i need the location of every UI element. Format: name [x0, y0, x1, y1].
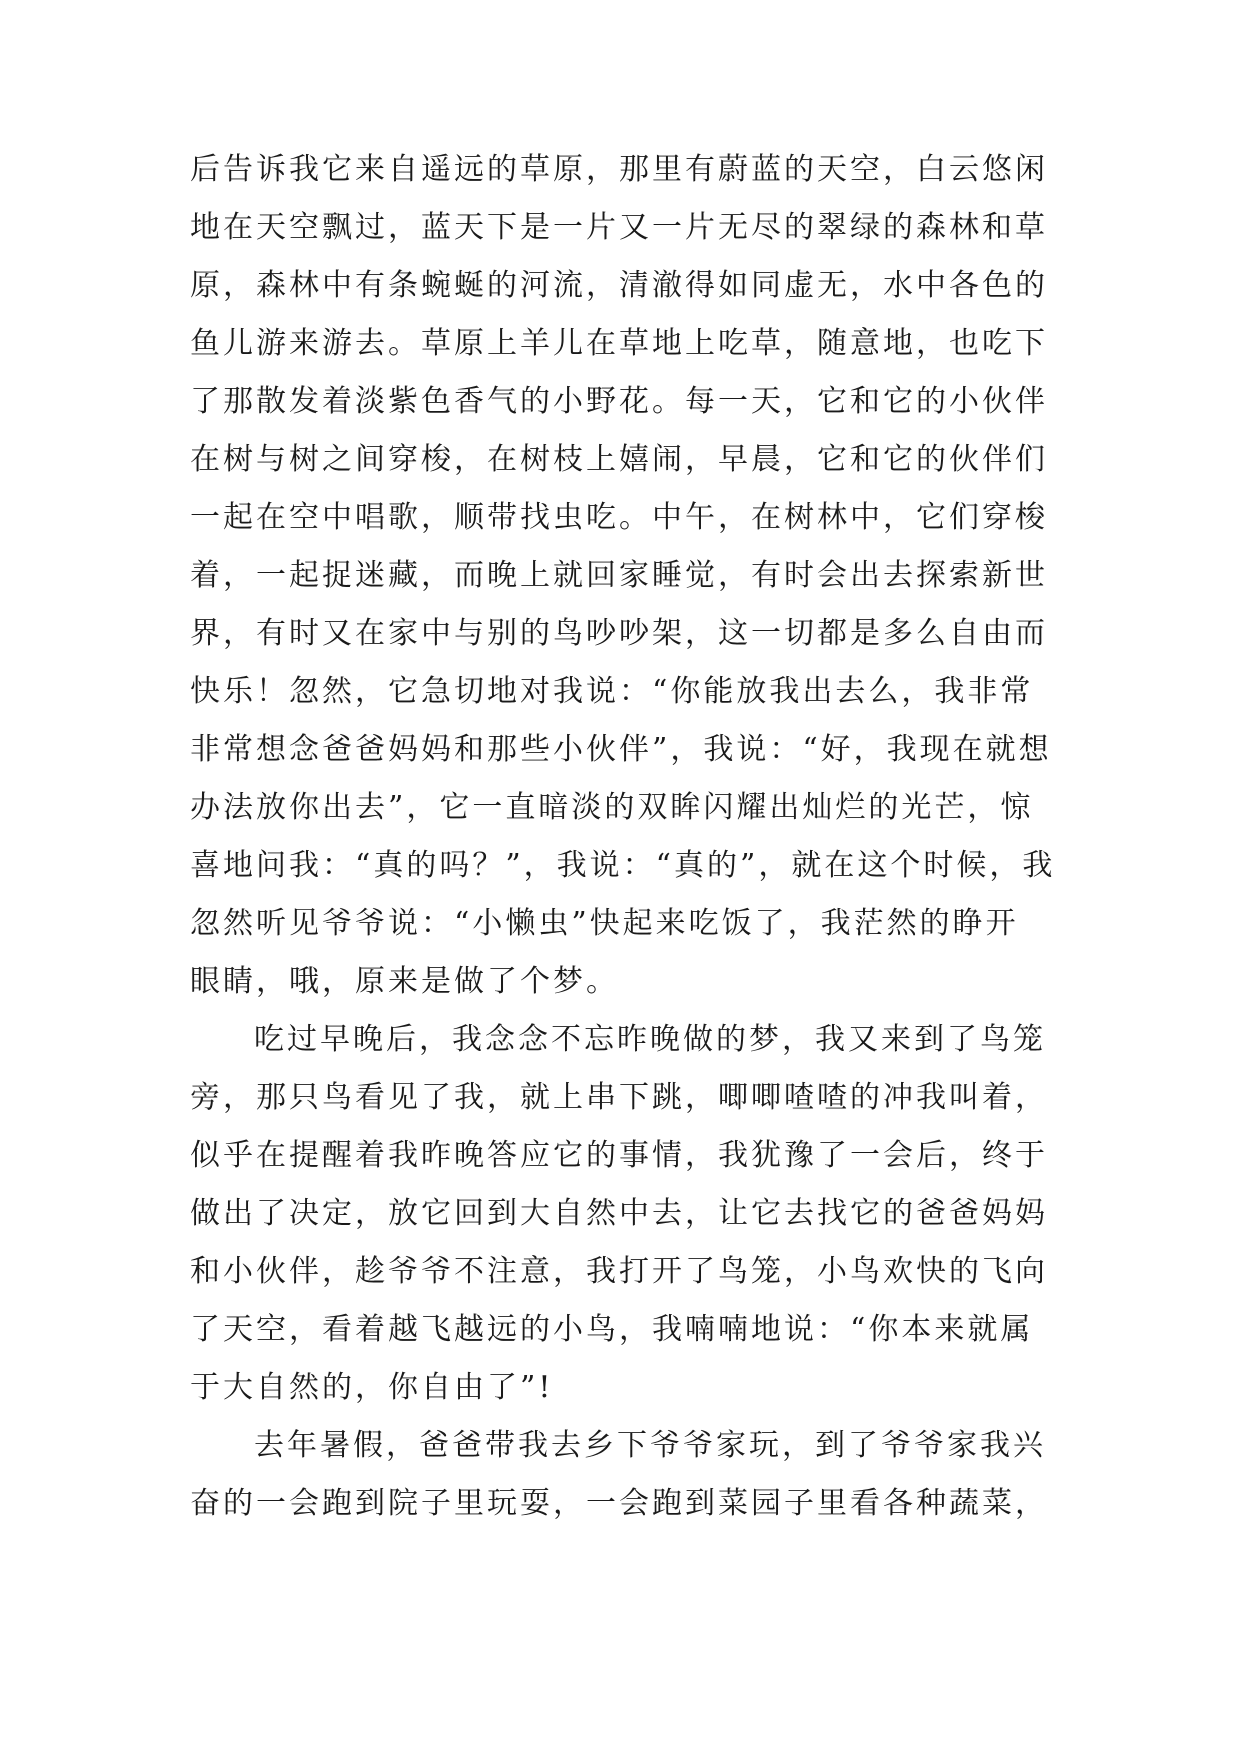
- text-line: 似乎在提醒着我昨晚答应它的事情，我犹豫了一会后，终于: [190, 1138, 1048, 1173]
- text-line: 喜地问我：“真的吗？”，我说：“真的”，就在这个时候，我: [190, 848, 1056, 883]
- text-line: 鱼儿游来游去。草原上羊儿在草地上吃草，随意地，也吃下: [190, 326, 1048, 361]
- text-line: 后告诉我它来自遥远的草原，那里有蔚蓝的天空，白云悠闲: [190, 152, 1048, 187]
- text-line: 旁，那只鸟看见了我，就上串下跳，唧唧喳喳的冲我叫着，: [190, 1080, 1048, 1115]
- text-line: 于大自然的，你自由了”!: [190, 1370, 554, 1405]
- text-line: 原，森林中有条蜿蜒的河流，清澈得如同虚无，水中各色的: [190, 268, 1048, 303]
- text-line: 界，有时又在家中与别的鸟吵吵架，这一切都是多么自由而: [190, 616, 1048, 651]
- text-line: 在树与树之间穿梭，在树枝上嬉闹，早晨，它和它的伙伴们: [190, 442, 1048, 477]
- text-line: 一起在空中唱歌，顺带找虫吃。中午，在树林中，它们穿梭: [190, 500, 1048, 535]
- text-line: 了那散发着淡紫色香气的小野花。每一天，它和它的小伙伴: [190, 384, 1048, 419]
- text-line: 地在天空飘过，蓝天下是一片又一片无尽的翠绿的森林和草: [190, 210, 1048, 245]
- body-text: [190, 141, 1060, 1533]
- text-line: 办法放你出去”，它一直暗淡的双眸闪耀出灿烂的光芒，惊: [190, 790, 1034, 825]
- text-line: 奋的一会跑到院子里玩耍，一会跑到菜园子里看各种蔬菜，: [190, 1486, 1048, 1521]
- text-line: 非常想念爸爸妈妈和那些小伙伴”，我说：“好，我现在就想: [190, 732, 1052, 767]
- text-line: 做出了决定，放它回到大自然中去，让它去找它的爸爸妈妈: [190, 1196, 1048, 1231]
- text-line: 快乐！忽然，它急切地对我说：“你能放我出去么，我非常: [190, 674, 1034, 709]
- text-line: 了天空，看着越飞越远的小鸟，我喃喃地说：“你本来就属: [190, 1312, 1034, 1347]
- text-line: 忽然听见爷爷说：“小懒虫”快起来吃饭了，我茫然的睁开: [190, 906, 1019, 941]
- paragraph-start-line: 去年暑假，爸爸带我去乡下爷爷家玩，到了爷爷家我兴: [254, 1428, 1046, 1463]
- text-line: 着，一起捉迷藏，而晚上就回家睡觉，有时会出去探索新世: [190, 558, 1048, 593]
- text-line: 和小伙伴，趁爷爷不注意，我打开了鸟笼，小鸟欢快的飞向: [190, 1254, 1048, 1289]
- text-line: 眼睛，哦，原来是做了个梦。: [190, 964, 619, 999]
- paragraph-start-line: 吃过早晚后，我念念不忘昨晚做的梦，我又来到了鸟笼: [254, 1022, 1046, 1057]
